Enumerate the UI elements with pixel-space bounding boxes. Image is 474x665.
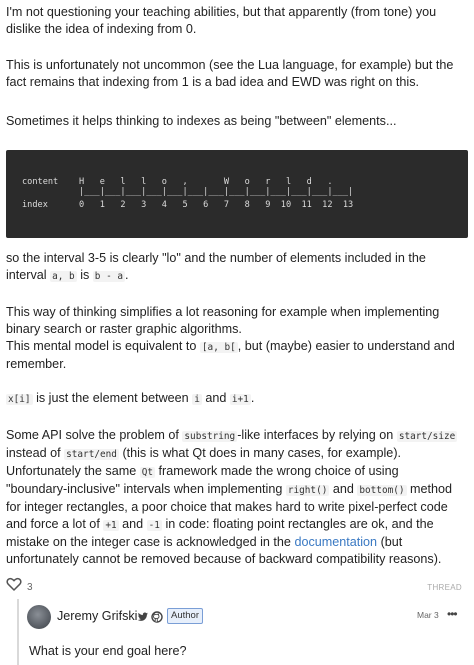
thread-label[interactable]: THREAD: [427, 583, 462, 592]
code-block: [6, 150, 468, 238]
inline-code: b - a: [94, 271, 124, 282]
text-line: fact remains that indexing from 1 is a bad idea and EWD was right on this.: [6, 75, 419, 89]
text-line: for integer rectangles, a poor choice that makes hard to write pixel-perfect code: [6, 500, 448, 514]
inline-code: -1: [148, 520, 160, 531]
text: is: [80, 268, 90, 282]
inline-code: bottom(): [359, 485, 405, 496]
paragraph-6: [6, 390, 468, 408]
text-line: This is unfortunately not uncommon (see the Lua language, for example) but the: [6, 58, 454, 72]
inline-code: x[i]: [8, 394, 31, 405]
text: (but: [380, 535, 403, 549]
code-index-values: 0 1 2 3 4 5 6 7 8 9 10 11 12 13: [79, 200, 354, 210]
text: is just the element between: [36, 391, 189, 405]
twitter-icon: [137, 610, 149, 622]
paragraph-3: [6, 113, 468, 130]
text: , but (maybe) easier to understand and: [237, 339, 455, 353]
inline-code: right(): [287, 485, 328, 496]
code-content-row: [22, 177, 333, 187]
github-icon: [151, 610, 163, 622]
text: mistake on the integer case is acknowledged in the: [6, 535, 291, 549]
text-line: binary search or raster graphic algorithms.: [6, 322, 242, 336]
text: and: [332, 482, 354, 496]
text: and force a lot of: [6, 517, 100, 531]
text-line: so the interval 3-5 is clearly "lo" and the number of elements included in the: [6, 251, 426, 265]
text-line: dislike the idea of indexing from 0.: [6, 22, 197, 36]
inline-code: [a, b[: [201, 342, 236, 353]
text: "boundary-inclusive" intervals when implementing: [6, 482, 283, 496]
reply-text: What is your end goal here?: [29, 644, 187, 658]
reply-card: [17, 599, 467, 665]
paragraph-7: [6, 427, 468, 568]
more-options-icon[interactable]: •••: [447, 607, 457, 621]
text: .: [125, 268, 129, 282]
like-count: 3: [27, 582, 33, 593]
text: and: [205, 391, 227, 405]
text-line: remember.: [6, 357, 67, 371]
code-content-chars: H e l l o , W o r l d .: [79, 177, 333, 187]
reply-author[interactable]: Jeremy Grifski: [57, 609, 138, 623]
inline-code: substring: [184, 431, 236, 442]
text-line: Sometimes it helps thinking to indexes as being "between" elements...: [6, 114, 397, 128]
paragraph-2: [6, 57, 468, 91]
avatar[interactable]: [27, 605, 51, 629]
paragraph-5: [6, 304, 468, 373]
inline-code: a, b: [52, 271, 75, 282]
author-badge: Author: [167, 608, 203, 624]
text-line: unfortunately cannot be removed because of backward compatibility reasons).: [6, 552, 442, 566]
text-line: This way of thinking simplifies a lot reasoning for example when implementing: [6, 305, 440, 319]
inline-code: i: [194, 394, 200, 405]
paragraph-4: [6, 250, 468, 285]
inline-code: +1: [105, 520, 117, 531]
text: method: [410, 482, 453, 496]
inline-code: start/size: [398, 431, 456, 442]
text: -like interfaces by relying on: [237, 428, 394, 442]
code-ruler: |___|___|___|___|___|___|___|___|___|___|___|___|___|: [79, 187, 354, 197]
text: This mental model is equivalent to: [6, 339, 197, 353]
text-line: I'm not questioning your teaching abilities, but that apparently (from tone) you: [6, 5, 437, 19]
heart-icon[interactable]: [6, 576, 22, 592]
code-content-label: content: [22, 177, 59, 187]
text: in code: floating point rectangles are ok, and the: [165, 517, 434, 531]
text: .: [250, 391, 255, 405]
code-index-row: [22, 200, 354, 210]
code-index-label: index: [22, 200, 48, 210]
documentation-link[interactable]: documentation: [294, 535, 378, 549]
text: Some API solve the problem of: [6, 428, 179, 442]
text: instead of: [6, 446, 61, 460]
paragraph-1: [6, 4, 468, 38]
reply-date[interactable]: Mar 3: [417, 610, 439, 620]
post-actions: [0, 576, 474, 598]
text: and: [122, 517, 144, 531]
text: (this is what Qt does in many cases, for example).: [122, 446, 402, 460]
text: framework made the wrong choice of using: [158, 464, 399, 478]
inline-code: Qt: [141, 467, 154, 478]
text: Unfortunately the same: [6, 464, 137, 478]
text: interval: [6, 268, 47, 282]
inline-code: i+1: [231, 394, 249, 405]
inline-code: start/end: [66, 449, 117, 460]
